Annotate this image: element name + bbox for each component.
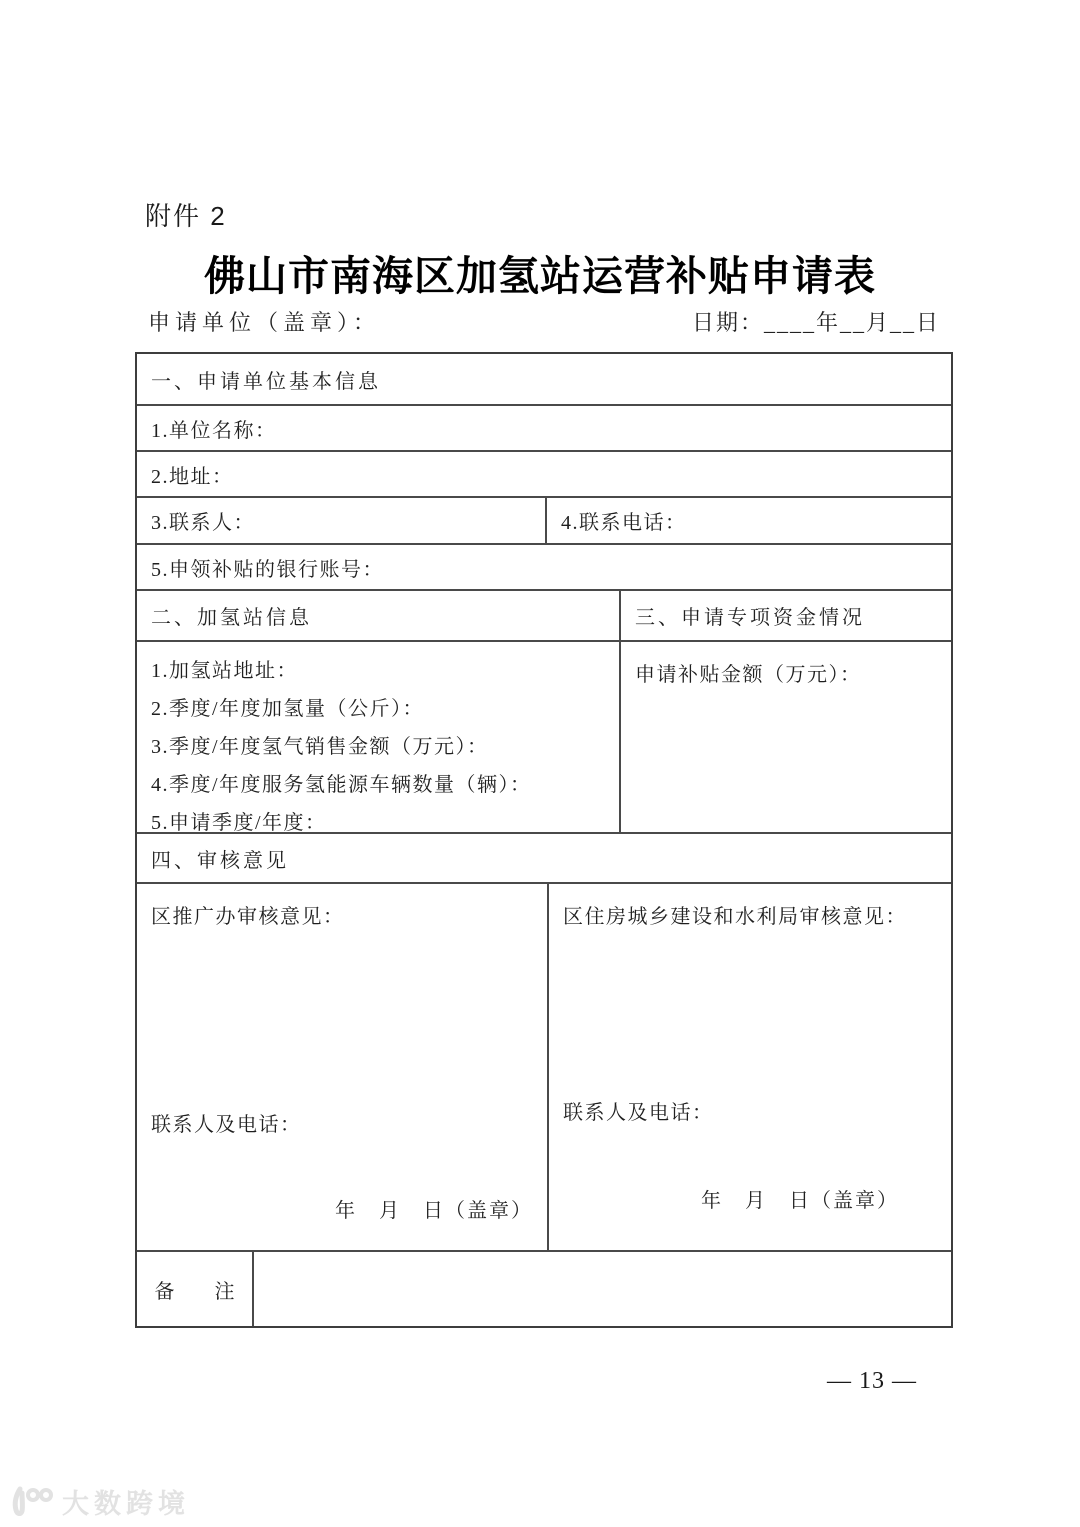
page-number: — 13 —: [827, 1368, 917, 1394]
contact-phone-label: 4.联系电话：: [545, 498, 951, 543]
dashu-kuajing-logo-icon: [10, 1485, 54, 1519]
subsidy-amount-label: 申请补贴金额（万元）：: [619, 642, 951, 832]
station-address-label: 1.加氢站地址：: [151, 660, 298, 682]
bank-account-label: 5.申领补贴的银行账号：: [151, 558, 384, 581]
promotion-office-contact-label: 联系人及电话：: [151, 1114, 302, 1136]
watermark: [10, 1482, 190, 1521]
bank-account-row: [137, 543, 951, 589]
unit-name-label: 1.单位名称：: [151, 419, 277, 442]
section3-header: 三、申请专项资金情况: [619, 591, 951, 640]
address-label: 2.地址：: [151, 465, 234, 488]
hydrogen-volume-label: 2.季度/年度加氢量（公斤）：: [151, 698, 425, 720]
section4-header-row: [137, 832, 951, 882]
form-subheader: [148, 306, 940, 337]
contact-person-label: 3.联系人：: [151, 512, 255, 534]
watermark-text: 大数跨境: [62, 1489, 190, 1519]
contact-row: [137, 496, 951, 543]
applied-period-label: 5.申请季度/年度：: [151, 812, 327, 834]
section2-3-content-row: [137, 640, 951, 832]
section1-header-row: [137, 354, 951, 404]
review-opinions-row: [137, 882, 951, 1250]
promotion-office-review-label: 区推广办审核意见：: [151, 906, 345, 928]
vehicles-served-label: 4.季度/年度服务氢能源车辆数量（辆）：: [151, 774, 532, 796]
section2-3-header-row: [137, 589, 951, 640]
remarks-empty-cell: [252, 1252, 951, 1326]
housing-bureau-review-label: 区住房城乡建设和水利局审核意见：: [563, 906, 907, 928]
remarks-label: 备 注: [154, 1280, 235, 1303]
date-label: 日期：____年__月__日: [691, 310, 940, 335]
section1-header: 一、申请单位基本信息: [151, 370, 381, 393]
section4-header: 四、审核意见: [151, 849, 289, 872]
section2-header: 二、加氢站信息: [151, 607, 312, 629]
hydrogen-sales-label: 3.季度/年度氢气销售金额（万元）：: [151, 736, 489, 758]
applicant-unit-label: 申请单位（盖章）：: [148, 310, 381, 335]
unit-name-row: [137, 404, 951, 450]
application-form-table: [135, 352, 953, 1328]
housing-bureau-review-cell: [547, 884, 951, 1250]
promotion-office-review-cell: [137, 884, 547, 1250]
station-info-list: [137, 642, 619, 832]
housing-bureau-contact-label: 联系人及电话：: [563, 1102, 714, 1124]
housing-bureau-sign-date: 年 月 日（盖章）: [701, 1190, 899, 1212]
remarks-row: [137, 1250, 951, 1326]
promotion-office-sign-date: 年 月 日（盖章）: [335, 1200, 533, 1222]
attachment-label: 附件 2: [145, 201, 227, 231]
address-row: [137, 450, 951, 496]
page-title: 佛山市南海区加氢站运营补贴申请表: [204, 253, 876, 299]
